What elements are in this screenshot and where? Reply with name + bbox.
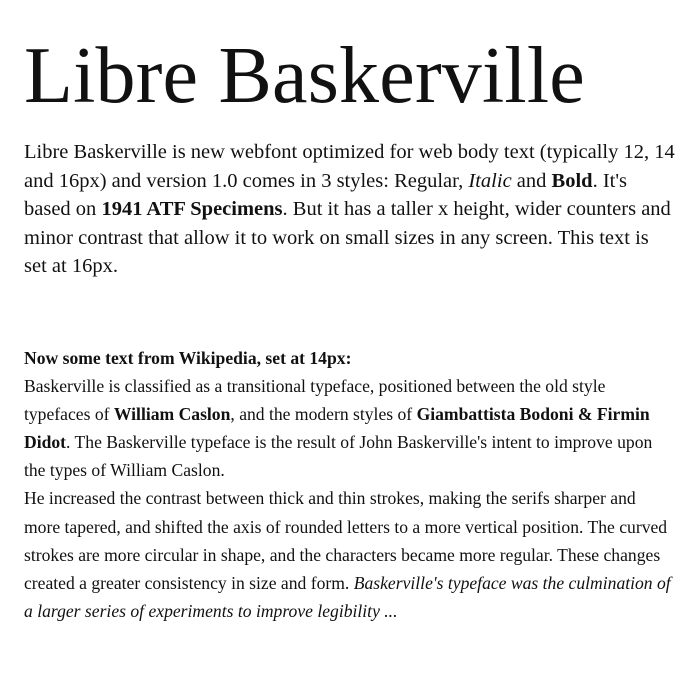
intro-text: . But it has a taller x height, wider counters and minor contrast that allow it to work on small sizes in any screen. This text is set at 16px. — [24, 198, 671, 278]
paragraph-text: He increased the contrast between thick and thin strokes, making the serifs sharper and more tapered, and shifted the axis of rounded letters to a more vertical position. The curved strokes are more circular in shape, and the characters became more regular. These changes created a greater consistency in size and form. — [24, 488, 668, 593]
section-heading-text: , set at 14px: — [256, 347, 352, 368]
section-heading-text: Now some text from — [24, 347, 179, 368]
intro-text: Libre Baskerville is new webfont optimized for web body text (typically 12, 14 and 16px) and version 1.0 comes in 3 styles: Regular, — [24, 141, 675, 192]
italic-quote: Baskerville's typeface was the culmination of a larger series of experiments to improve legibility ... — [24, 572, 671, 621]
paragraph-text: , and the modern styles of — [230, 404, 417, 425]
intro-text: . It's based on — [24, 169, 628, 221]
wikipedia-source: Wikipedia — [178, 347, 257, 368]
section-heading — [24, 344, 676, 372]
bold-style-label: Bold — [551, 169, 593, 192]
paragraph-text: Baskerville is classified as a transitional typeface, positioned between the old style typefaces of — [24, 376, 606, 425]
paragraph-text: . The Baskerville typeface is the result of John Baskerville's intent to improve upon the types of William Caslon. — [24, 432, 653, 481]
italic-style-label: Italic — [468, 169, 512, 192]
page-title: Libre Baskerville — [24, 32, 585, 120]
specimens-reference: 1941 ATF Specimens — [101, 198, 283, 221]
bodoni-didot-names: Giambattista Bodoni & Firmin Didot — [24, 404, 650, 453]
wikipedia-paragraph-2 — [24, 484, 676, 624]
caslon-name: William Caslon — [113, 404, 231, 425]
page — [24, 0, 676, 625]
wikipedia-paragraph-1 — [24, 372, 676, 484]
intro-text: and — [511, 169, 552, 192]
intro-paragraph — [24, 138, 676, 281]
wikipedia-section — [24, 344, 676, 625]
